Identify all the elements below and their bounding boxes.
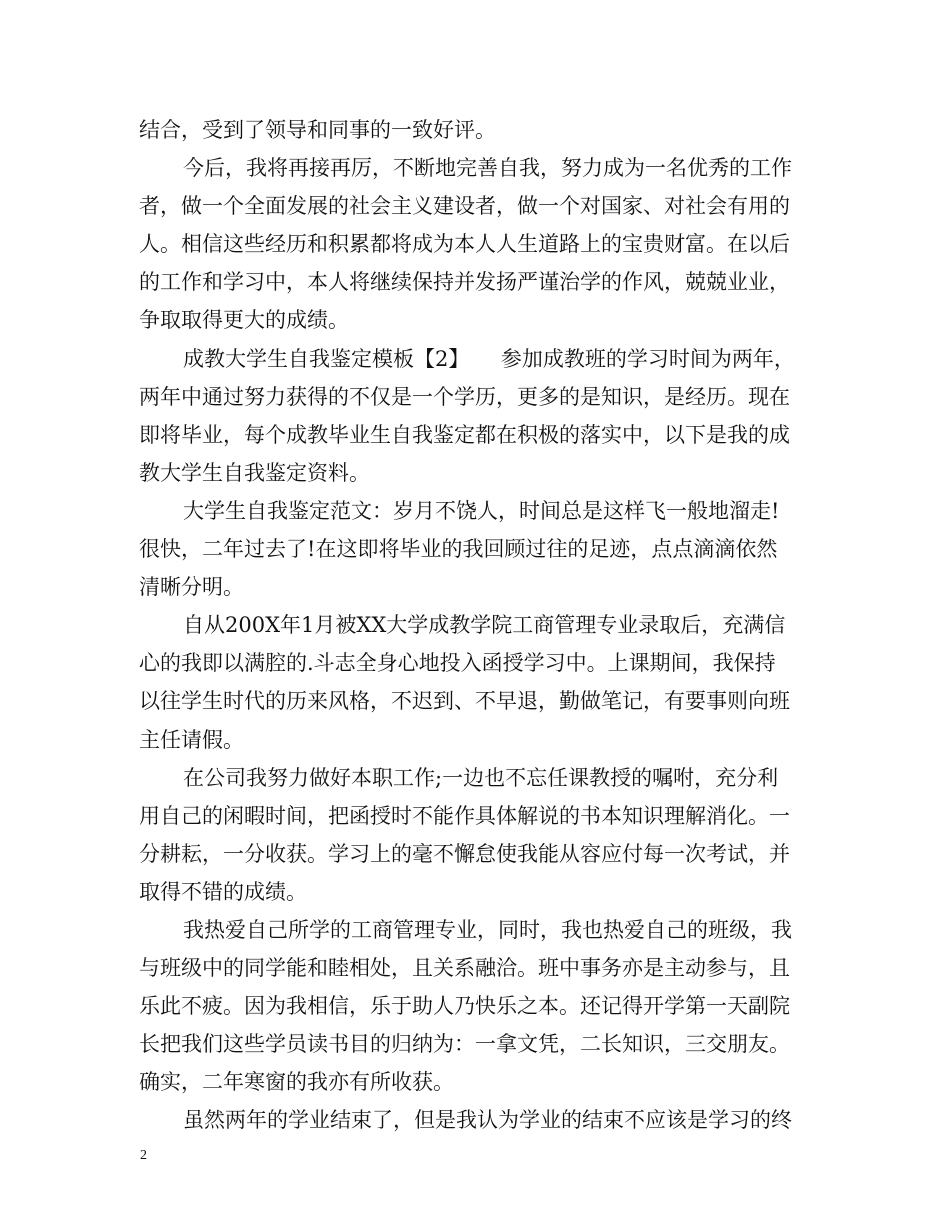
text-line: 结合，受到了领导和同事的一致好评。 xyxy=(139,118,496,142)
text-line: 大学生自我鉴定范文：岁月不饶人，时间总是这样飞一般地溜走! xyxy=(183,498,780,523)
text-line: 今后，我将再接再厉，不断地完善自我，努力成为一名优秀的工作 xyxy=(183,156,792,181)
text-line: 取得不错的成绩。 xyxy=(139,879,307,904)
text-line: 用自己的闲暇时间，把函授时不能作具体解说的书本知识理解消化。一 xyxy=(139,803,790,828)
text-line: 乐此不疲。因为我相信，乐于助人乃快乐之本。还记得开学第一天副院 xyxy=(139,994,790,1019)
text-line: 分耕耘，一分收获。学习上的毫不懈怠使我能从容应付每一次考试，并 xyxy=(139,841,790,866)
text-line: 心的我即以满腔的.斗志全身心地投入函授学习中。上课期间，我保持 xyxy=(139,651,776,676)
text-line: 虽然两年的学业结束了，但是我认为学业的结束不应该是学习的终 xyxy=(183,1108,792,1133)
text-line: 自从200X年1月被XX大学成教学院工商管理专业录取后，充满信 xyxy=(183,613,786,638)
text-line: 以往学生时代的历来风格，不迟到、不早退，勤做笔记，有要事则向班 xyxy=(139,689,790,714)
body-text xyxy=(139,111,811,1140)
text-line: 确实，二年寒窗的我亦有所收获。 xyxy=(139,1070,454,1095)
text-line: 在公司我努力做好本职工作;一边也不忘任课教授的嘱咐，充分利 xyxy=(183,765,779,790)
text-line: 人。相信这些经历和积累都将成为本人人生道路上的宝贵财富。在以后 xyxy=(139,232,790,257)
text-line: 清晰分明。 xyxy=(139,575,244,600)
text-line: 成教大学生自我鉴定模板【2】 参加成教班的学习时间为两年， xyxy=(183,346,795,371)
text-line: 教大学生自我鉴定资料。 xyxy=(139,460,370,485)
text-line: 即将毕业，每个成教毕业生自我鉴定都在积极的落实中，以下是我的成 xyxy=(139,422,790,447)
text-line: 的工作和学习中，本人将继续保持并发扬严谨治学的作风，兢兢业业， xyxy=(139,270,790,295)
text-line: 我热爱自己所学的工商管理专业，同时，我也热爱自己的班级，我 xyxy=(183,917,792,942)
text-line: 争取取得更大的成绩。 xyxy=(139,308,349,333)
text-line: 长把我们这些学员读书目的归纳为：一拿文凭，二长知识，三交朋友。 xyxy=(139,1032,790,1057)
text-line: 与班级中的同学能和睦相处，且关系融洽。班中事务亦是主动参与，且 xyxy=(139,956,790,981)
text-line: 两年中通过努力获得的不仅是一个学历，更多的是知识，是经历。现在 xyxy=(139,384,790,409)
text-line: 很快，二年过去了!在这即将毕业的我回顾过往的足迹，点点滴滴依然 xyxy=(139,537,778,562)
text-line: 主任请假。 xyxy=(139,727,244,752)
page-number: 2 xyxy=(140,1148,147,1163)
text-line: 者，做一个全面发展的社会主义建设者，做一个对国家、对社会有用的 xyxy=(139,194,790,219)
